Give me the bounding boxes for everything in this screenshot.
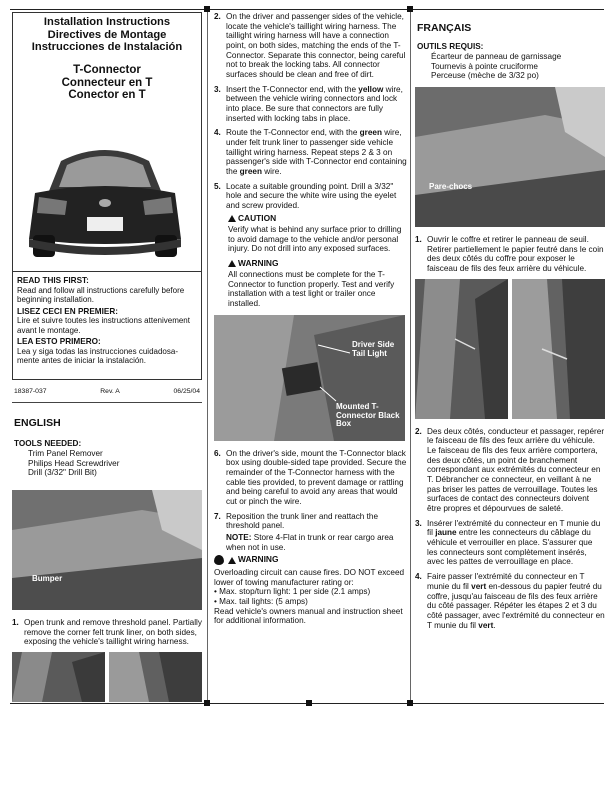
caution-label bbox=[228, 214, 276, 224]
step-text-c: wire, between the vehicle wiring connectors and lock into place. Be sure that connectors are fully inserted with locking tabs in place. bbox=[226, 84, 403, 123]
title-en: Installation Instructions bbox=[43, 16, 171, 28]
step-text: Reposition the trunk liner and reattach the threshold panel. bbox=[226, 511, 379, 531]
warning2-label-text: WARNING bbox=[238, 554, 279, 565]
note bbox=[226, 533, 407, 552]
fire-icon bbox=[214, 555, 224, 565]
step-number: 2. bbox=[415, 426, 422, 436]
etapes-list bbox=[415, 235, 605, 274]
pare-chocs-photo bbox=[415, 87, 605, 227]
warning2-label bbox=[214, 555, 278, 565]
product-fr: Connecteur en T bbox=[61, 76, 153, 89]
title-es: Instrucciones de Instalación bbox=[31, 41, 183, 54]
warning-label-text: WARNING bbox=[238, 257, 279, 268]
step-3 bbox=[214, 85, 407, 124]
outil-item: Écarteur de panneau de garnissage bbox=[431, 52, 562, 62]
warning-triangle-icon bbox=[228, 260, 236, 267]
step-number: 5. bbox=[214, 181, 221, 191]
step1-photo-left-art bbox=[12, 652, 105, 702]
step-text: Locate a suitable grounding point. Drill a 3/32" hole and secure the white wire using the eyelet and screw provided. bbox=[226, 181, 397, 211]
pare-chocs-label: Pare-chocs bbox=[429, 182, 473, 192]
steps-list bbox=[214, 449, 407, 553]
francais-heading: FRANÇAIS bbox=[417, 22, 472, 34]
read-first-fr-heading: LISEZ CECI EN PREMIER: bbox=[17, 306, 118, 316]
tool-item: Philips Head Screwdriver bbox=[28, 458, 120, 468]
step-6 bbox=[214, 449, 407, 507]
tools-list bbox=[12, 449, 202, 478]
taillight-photo bbox=[214, 315, 405, 441]
part-number: 18387-037 bbox=[14, 388, 47, 395]
step-text-c: en-dessous du papier feutré du coffre, jusqu'au faisceau de fils des feux arrière du côté passager. Répéter les étapes 2 et 3 du côté passager, avec l'extrémité du connecteur en T munie du fil bbox=[427, 581, 605, 630]
step-text-green: green bbox=[359, 128, 382, 138]
column-divider-1 bbox=[207, 9, 208, 703]
read-first-en-heading: READ THIS FIRST: bbox=[17, 276, 89, 285]
registration-mark bbox=[204, 6, 210, 12]
note-label: NOTE: bbox=[226, 533, 252, 543]
step-number: 1. bbox=[415, 235, 422, 245]
warning-text: All connections must be complete for the T-Connector to function properly. Test and verify installation with a test light or trailer once installed. bbox=[228, 270, 395, 309]
etape1-photo-right-art bbox=[512, 279, 605, 419]
tool-item: Drill (3/32" Drill Bit) bbox=[28, 468, 97, 478]
read-first-box bbox=[13, 271, 201, 370]
bumper-label: Bumper bbox=[32, 574, 63, 584]
tools-heading: TOOLS NEEDED: bbox=[14, 439, 82, 449]
step-number: 3. bbox=[214, 84, 221, 94]
step1-photo-right-art bbox=[109, 652, 202, 702]
step-1 bbox=[12, 618, 202, 647]
english-heading: ENGLISH bbox=[14, 417, 61, 430]
outils-list bbox=[415, 52, 605, 81]
step-number: 4. bbox=[415, 572, 422, 582]
warning2-block bbox=[214, 555, 407, 626]
read-first-es-heading: LEA ESTO PRIMERO: bbox=[17, 337, 101, 347]
step-text: Open trunk and remove threshold panel. Partially remove the corner felt trunk liner, on both sides, exposing the vehicle's taillight wiring harness. bbox=[24, 618, 202, 647]
step-7 bbox=[214, 512, 407, 553]
etapes-list bbox=[415, 427, 605, 630]
step-4 bbox=[214, 128, 407, 176]
caution-block bbox=[214, 214, 407, 254]
warning2-bullet: • Max. stop/turn light: 1 per side (2.1 amps) bbox=[214, 587, 371, 597]
date: 06/25/04 bbox=[173, 388, 200, 395]
meta-row bbox=[12, 388, 202, 396]
etape1-photos bbox=[415, 279, 605, 419]
steps-list bbox=[214, 12, 407, 211]
step-text-c: entre les connecteurs du câblage du véhicule et verrouiller en place. S'assurer que les connecteurs sont complètement insérés, avec les pattes de verrouillage en place. bbox=[427, 528, 593, 567]
etape-3 bbox=[415, 519, 605, 567]
caution-label-text: CAUTION bbox=[238, 212, 277, 223]
step-text-c: wire, under felt trunk liner to passenger side vehicle taillight wiring harness. Repeat steps 2 & 3 on passenger's side with T-Connector end containing the bbox=[226, 128, 407, 177]
black-box-label: Mounted T-Connector Black Box bbox=[336, 401, 400, 429]
step-2 bbox=[214, 12, 407, 80]
steps-list bbox=[12, 618, 202, 647]
etape1-photo-left-art bbox=[415, 279, 508, 419]
divider bbox=[12, 402, 202, 403]
step-number: 3. bbox=[415, 518, 422, 528]
step-text-a: Insert the T-Connector end, with the bbox=[226, 84, 359, 94]
read-first-fr-text: Lire et suivre toutes les instructions attenivement avant le montage. bbox=[17, 316, 190, 335]
step-number: 2. bbox=[214, 12, 221, 21]
note-text: Store 4-Flat in trunk or rear cargo area when not in use. bbox=[226, 533, 394, 552]
column-divider-2 bbox=[410, 9, 411, 703]
title-fr: Directives de Montage bbox=[47, 28, 167, 41]
column-left bbox=[12, 12, 202, 702]
warning-block bbox=[214, 259, 407, 309]
warning2-tail: Read vehicle's owners manual and instruction sheet for additional information. bbox=[214, 606, 403, 626]
etape-1 bbox=[415, 235, 605, 274]
top-rule bbox=[10, 9, 604, 10]
bumper-photo-art bbox=[12, 490, 202, 610]
step-number: 6. bbox=[214, 448, 221, 458]
pare-chocs-photo-art bbox=[415, 87, 605, 227]
step-text-green: green bbox=[239, 167, 262, 177]
warning2-bullet: • Max. tail lights: (5 amps) bbox=[214, 597, 308, 607]
caution-text: Verify what is behind any surface prior to drilling to avoid damage to the vehicle and/or personal injury. Do not drill into any exposed surfaces. bbox=[228, 224, 402, 254]
warning-triangle-icon bbox=[228, 215, 236, 222]
step-text: On the driver's side, mount the T-Connector black box using double-sided tape provided. Secure the remainder of the T-Connector harness with the cable ties provided, to prevent damage or rattling and being careful to avoid any areas that would cut or pinch the wire. bbox=[226, 448, 407, 507]
read-first-es-text: Lea y siga todas las instrucciones cuidadosa-mente antes de iniciar la instalación. bbox=[17, 346, 178, 366]
product-en: T-Connector bbox=[73, 63, 141, 76]
outil-item: Tournevis à pointe cruciforme bbox=[431, 61, 538, 71]
read-first-en-text: Read and follow all instructions carefully before beginning installation. bbox=[17, 285, 185, 305]
step-text-a: Insérer l'extrémité du connecteur en T munie du fil bbox=[427, 518, 601, 538]
step-text-vert: vert bbox=[478, 620, 494, 630]
step-text-e: . bbox=[493, 620, 496, 630]
step1-photo-left bbox=[12, 652, 105, 702]
etape1-photo-left bbox=[415, 279, 508, 419]
step-text: On the driver and passenger sides of the vehicle, locate the vehicle's taillight wiring harness. The taillight wiring harness will have a connection point, on both sides, matching the ends of the T-Connector. Separate this connector, being careful not to break the locking tabs. All connector surfaces should be clean and free of dirt. bbox=[226, 12, 406, 80]
outils-heading: OUTILS REQUIS: bbox=[417, 42, 484, 52]
tail-light-label: Driver Side Tail Light bbox=[352, 339, 395, 358]
step-text-jaune: jaune bbox=[435, 528, 457, 538]
step-text-a: Faire passer l'extrémité du connecteur en T munie du fil bbox=[427, 572, 585, 591]
revision: Rev. A bbox=[100, 388, 120, 395]
step-text-vert: vert bbox=[471, 581, 487, 591]
etape-4 bbox=[415, 572, 605, 630]
step-text-a: Route the T-Connector end, with the bbox=[226, 128, 360, 138]
warning2-text: Overloading circuit can cause fires. DO NOT exceed lower of towing manufacturer rating or: bbox=[214, 568, 405, 587]
step-number: 7. bbox=[214, 511, 221, 521]
step-text: Des deux côtés, conducteur et passager, repérer le faisceau de fils des feux arrière du véhicule. Le faisceau de fils des feux arrière comportera, des deux côtés, un point de branchement correspondant aux extrémités du connecteur en T. Débrancher ce connecteur, en veillant à ne pas briser les pattes de verrouillage. Toutes les surfaces de contact des connecteurs doivent être propres et dépourvues de saleté. bbox=[427, 426, 605, 514]
step-5 bbox=[214, 182, 407, 211]
column-right bbox=[415, 12, 605, 635]
step-number: 4. bbox=[214, 128, 221, 138]
bumper-photo bbox=[12, 490, 202, 610]
etape1-photo-right bbox=[512, 279, 605, 419]
warning-triangle-icon bbox=[228, 557, 236, 564]
step1-photos bbox=[12, 652, 202, 702]
step-text-e: wire. bbox=[261, 167, 282, 177]
registration-mark bbox=[306, 700, 312, 706]
tool-item: Trim Panel Remover bbox=[28, 449, 103, 459]
step-text-yellow: yellow bbox=[358, 84, 384, 94]
car-rear-image bbox=[21, 131, 189, 271]
step1-photo-right bbox=[109, 652, 202, 702]
step-text: Ouvrir le coffre et retirer le panneau de seuil. Retirer partiellement le papier feutré dans le coin des deux côtés du coffre pour exposer le faisceau de fils des feux arrière du véhicule. bbox=[427, 235, 604, 274]
outil-item: Perceuse (mèche de 3/32 po) bbox=[431, 71, 539, 81]
registration-mark bbox=[407, 700, 413, 706]
product-es: Conector en T bbox=[68, 89, 146, 102]
step-number: 1. bbox=[12, 618, 19, 628]
title-block bbox=[12, 12, 202, 380]
registration-mark bbox=[204, 700, 210, 706]
registration-mark bbox=[407, 6, 413, 12]
warning-label bbox=[228, 259, 278, 269]
column-middle bbox=[214, 12, 407, 626]
etape-2 bbox=[415, 427, 605, 514]
